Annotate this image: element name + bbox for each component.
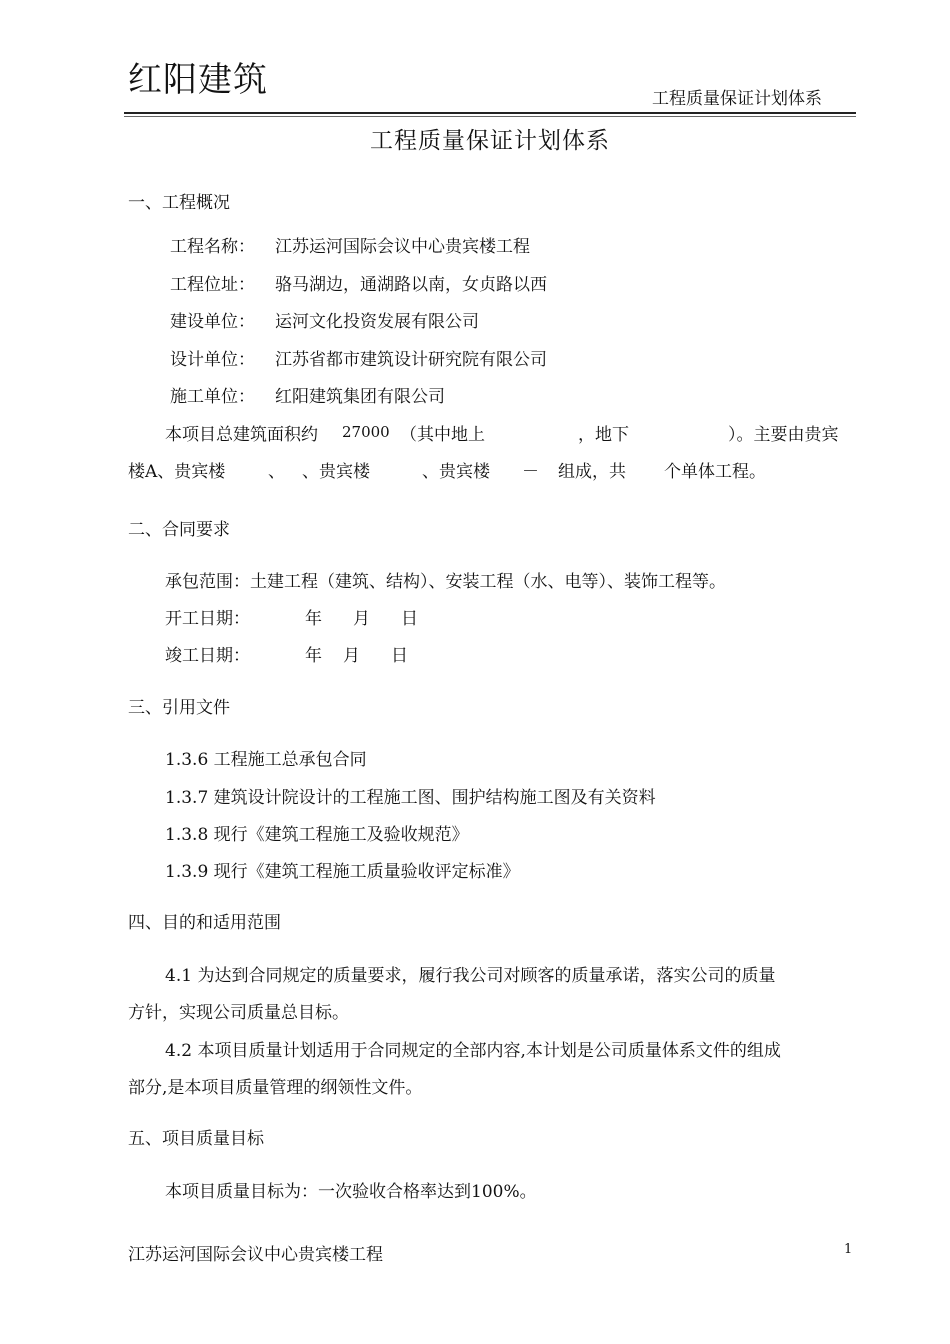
- header-rule-thin: [124, 116, 856, 117]
- footer-project-name: 江苏运河国际会议中心贵宾楼工程: [128, 1245, 383, 1265]
- document-title: 工程质量保证计划体系: [370, 128, 610, 154]
- reference-item: 1.3.6 工程施工总承包合同: [165, 750, 367, 770]
- section-5-heading: 五、项目质量目标: [128, 1129, 264, 1149]
- start-date-year: 年: [305, 609, 322, 629]
- buildings-text-f: 组成，共: [558, 462, 626, 482]
- end-date-month: 月: [343, 646, 360, 666]
- end-date-year: 年: [305, 646, 322, 666]
- contract-scope: 承包范围：土建工程（建筑、结构）、安装工程（水、电等）、装饰工程等。: [165, 572, 726, 592]
- project-name-value: 江苏运河国际会议中心贵宾楼工程: [275, 237, 530, 257]
- section-3-heading: 三、引用文件: [128, 698, 230, 718]
- designer-label: 设计单位：: [170, 350, 255, 370]
- start-date-day: 日: [401, 609, 418, 629]
- project-address-label: 工程位址：: [170, 275, 255, 295]
- end-date-label: 竣工日期：: [165, 646, 250, 666]
- header-rule: [124, 112, 856, 114]
- project-address-value: 骆马湖边，通湖路以南，女贞路以西: [275, 275, 547, 295]
- purpose-p2-line2: 部分,是本项目质量管理的纲领性文件。: [128, 1078, 423, 1098]
- purpose-p2-line1: 4.2 本项目质量计划适用于合同规定的全部内容,本计划是公司质量体系文件的组成: [165, 1041, 781, 1061]
- buildings-text-e: －: [522, 462, 539, 482]
- reference-item: 1.3.7 建筑设计院设计的工程施工图、围护结构施工图及有关资料: [165, 788, 656, 808]
- buildings-text-c: 、贵宾楼: [302, 462, 370, 482]
- buildings-text-b: 、: [268, 462, 285, 482]
- area-text-d: ）。主要由贵宾: [728, 425, 839, 445]
- company-logo-text: 红阳建筑: [128, 60, 268, 100]
- reference-item: 1.3.8 现行《建筑工程施工及验收规范》: [165, 825, 469, 845]
- area-text-c: ，地下: [578, 425, 629, 445]
- start-date-month: 月: [353, 609, 370, 629]
- header-doc-name: 工程质量保证计划体系: [652, 89, 822, 109]
- buildings-text-d: 、贵宾楼: [422, 462, 490, 482]
- builder-value: 红阳建筑集团有限公司: [275, 387, 445, 407]
- buildings-text-a: 楼A、贵宾楼: [128, 462, 226, 482]
- area-value: 27000: [342, 423, 390, 441]
- section-4-heading: 四、目的和适用范围: [128, 913, 281, 933]
- page-number: 1: [844, 1242, 853, 1257]
- buildings-text-g: 个单体工程。: [664, 462, 766, 482]
- section-1-heading: 一、工程概况: [128, 193, 230, 213]
- builder-label: 施工单位：: [170, 387, 255, 407]
- owner-label: 建设单位：: [170, 312, 255, 332]
- area-text-b: （其中地上: [400, 425, 485, 445]
- reference-item: 1.3.9 现行《建筑工程施工质量验收评定标准》: [165, 862, 520, 882]
- project-name-label: 工程名称：: [170, 237, 255, 257]
- purpose-p1-line2: 方针，实现公司质量总目标。: [128, 1003, 349, 1023]
- end-date-day: 日: [391, 646, 408, 666]
- section-2-heading: 二、合同要求: [128, 520, 230, 540]
- start-date-label: 开工日期：: [165, 609, 250, 629]
- purpose-p1-line1: 4.1 为达到合同规定的质量要求，履行我公司对顾客的质量承诺，落实公司的质量: [165, 966, 776, 986]
- quality-goal: 本项目质量目标为：一次验收合格率达到100%。: [165, 1182, 537, 1202]
- area-text-a: 本项目总建筑面积约: [165, 425, 318, 445]
- designer-value: 江苏省都市建筑设计研究院有限公司: [275, 350, 547, 370]
- owner-value: 运河文化投资发展有限公司: [275, 312, 479, 332]
